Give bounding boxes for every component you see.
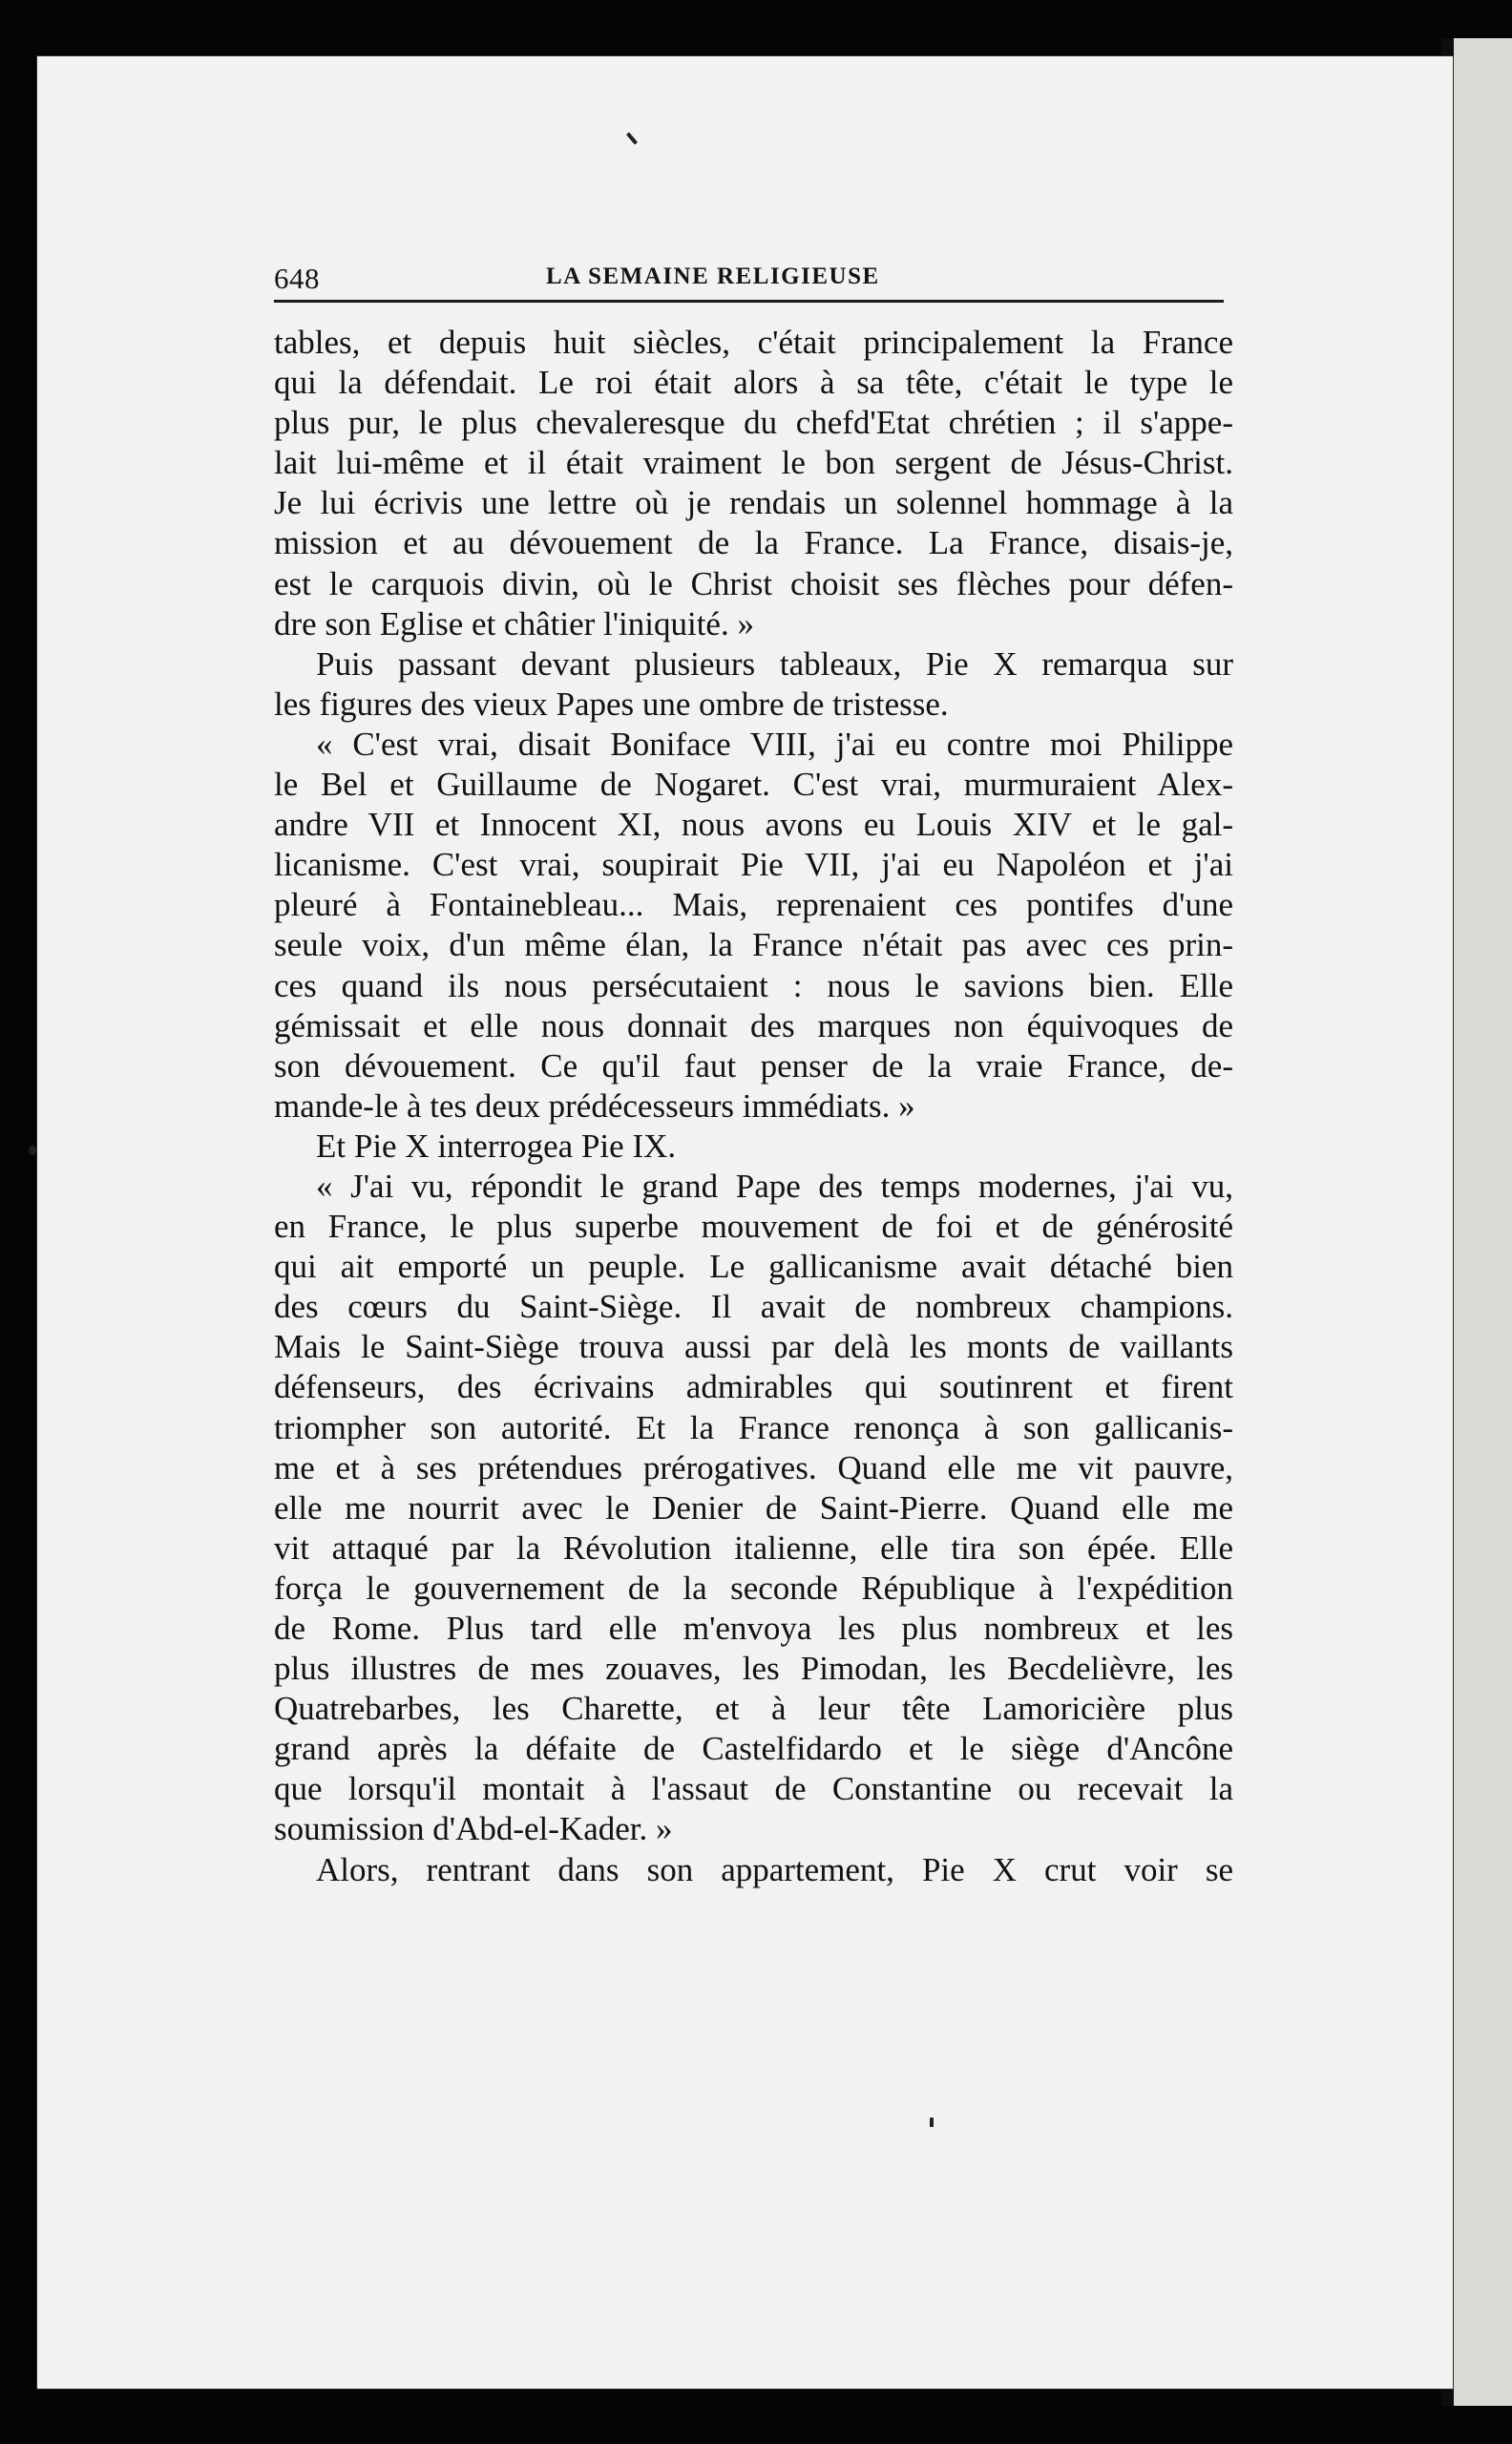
text-line: me et à ses prétendues prérogatives. Quand elle me vit pauvre, (274, 1448, 1233, 1486)
text-line: mande-le à tes deux prédécesseurs immédiats. » (274, 1086, 915, 1125)
text-line: des cœurs du Saint-Siège. Il avait de nombreux champions. (274, 1288, 1233, 1326)
text-line: que lorsqu'il montait à l'assaut de Constantine ou recevait la (274, 1770, 1233, 1808)
text-line: défenseurs, des écrivains admirables qui soutinrent et firent (274, 1368, 1233, 1406)
text-line: de Rome. Plus tard elle m'envoya les plus nombreux et les (274, 1610, 1233, 1647)
text-line: lait lui-même et il était vraiment le bon sergent de Jésus-Christ. (274, 444, 1233, 482)
text-line: ces quand ils nous persécutaient : nous le savions bien. Elle (274, 966, 1233, 1004)
text-line: gémissait et elle nous donnait des marques non équivoques de (274, 1006, 1233, 1044)
text-line: grand après la défaite de Castelfidardo et le siège d'Ancône (274, 1730, 1233, 1768)
text-line: Et Pie X interrogea Pie IX. (316, 1127, 677, 1165)
scan-speck (29, 1146, 36, 1155)
text-line: en France, le plus superbe mouvement de foi et de générosité (274, 1208, 1233, 1246)
text-line: licanisme. C'est vrai, soupirait Pie VII, j'ai eu Napoléon et j'ai (274, 846, 1233, 884)
header-rule (274, 300, 1224, 303)
text-line: elle me nourrit avec le Denier de Saint-Pierre. Quand elle me (274, 1488, 1233, 1527)
text-line: « C'est vrai, disait Boniface VIII, j'ai eu contre moi Philippe (316, 725, 1233, 763)
scan-speck (930, 2117, 934, 2127)
text-line: vit attaqué par la Révolution italienne, elle tira son épée. Elle (274, 1528, 1233, 1567)
text-line: tables, et depuis huit siècles, c'était principalement la France (274, 324, 1233, 361)
text-line: dre son Eglise et châtier l'iniquité. » (274, 604, 754, 643)
body-text (274, 323, 1233, 1890)
text-line: pleuré à Fontainebleau... Mais, reprenaient ces pontifes d'une (274, 886, 1233, 924)
text-line: soumission d'Abd-el-Kader. » (274, 1810, 673, 1848)
text-line: le Bel et Guillaume de Nogaret. C'est vrai, murmuraient Alex- (274, 766, 1233, 804)
text-line: Quatrebarbes, les Charette, et à leur tête Lamoricière plus (274, 1690, 1233, 1728)
text-line: son dévouement. Ce qu'il faut penser de la vraie France, de- (274, 1046, 1233, 1085)
text-line: est le carquois divin, où le Christ choisit ses flèches pour défen- (274, 564, 1233, 602)
text-line: Je lui écrivis une lettre où je rendais un solennel hommage à la (274, 484, 1233, 522)
text-line: plus illustres de mes zouaves, les Pimodan, les Becdelièvre, les (274, 1650, 1233, 1688)
text-line: mission et au dévouement de la France. La France, disais-je, (274, 524, 1233, 562)
text-line: força le gouvernement de la seconde République à l'expédition (274, 1569, 1233, 1607)
text-line: plus pur, le plus chevaleresque du chefd'Etat chrétien ; il s'appe- (274, 404, 1233, 442)
running-head: LA SEMAINE RELIGIEUSE (546, 263, 880, 289)
text-line: Alors, rentrant dans son appartement, Pie X crut voir se (316, 1850, 1233, 1888)
text-line: triompher son autorité. Et la France renonça à son gallicanis- (274, 1408, 1233, 1446)
text-line: seule voix, d'un même élan, la France n'était pas avec ces prin- (274, 926, 1233, 964)
text-line: les figures des vieux Papes une ombre de tristesse. (274, 685, 949, 723)
text-line: Puis passant devant plusieurs tableaux, Pie X remarqua sur (316, 644, 1233, 683)
text-line: qui la défendait. Le roi était alors à sa tête, c'était le type le (274, 364, 1233, 402)
page-number: 648 (274, 262, 320, 295)
text-line: qui ait emporté un peuple. Le gallicanisme avait détaché bien (274, 1248, 1233, 1286)
page-header (274, 258, 1224, 304)
facing-page-edge (1454, 38, 1512, 2406)
text-line: andre VII et Innocent XI, nous avons eu Louis XIV et le gal- (274, 806, 1233, 844)
text-line: Mais le Saint-Siège trouva aussi par delà les monts de vaillants (274, 1328, 1233, 1366)
text-line: « J'ai vu, répondit le grand Pape des temps modernes, j'ai vu, (316, 1167, 1233, 1205)
